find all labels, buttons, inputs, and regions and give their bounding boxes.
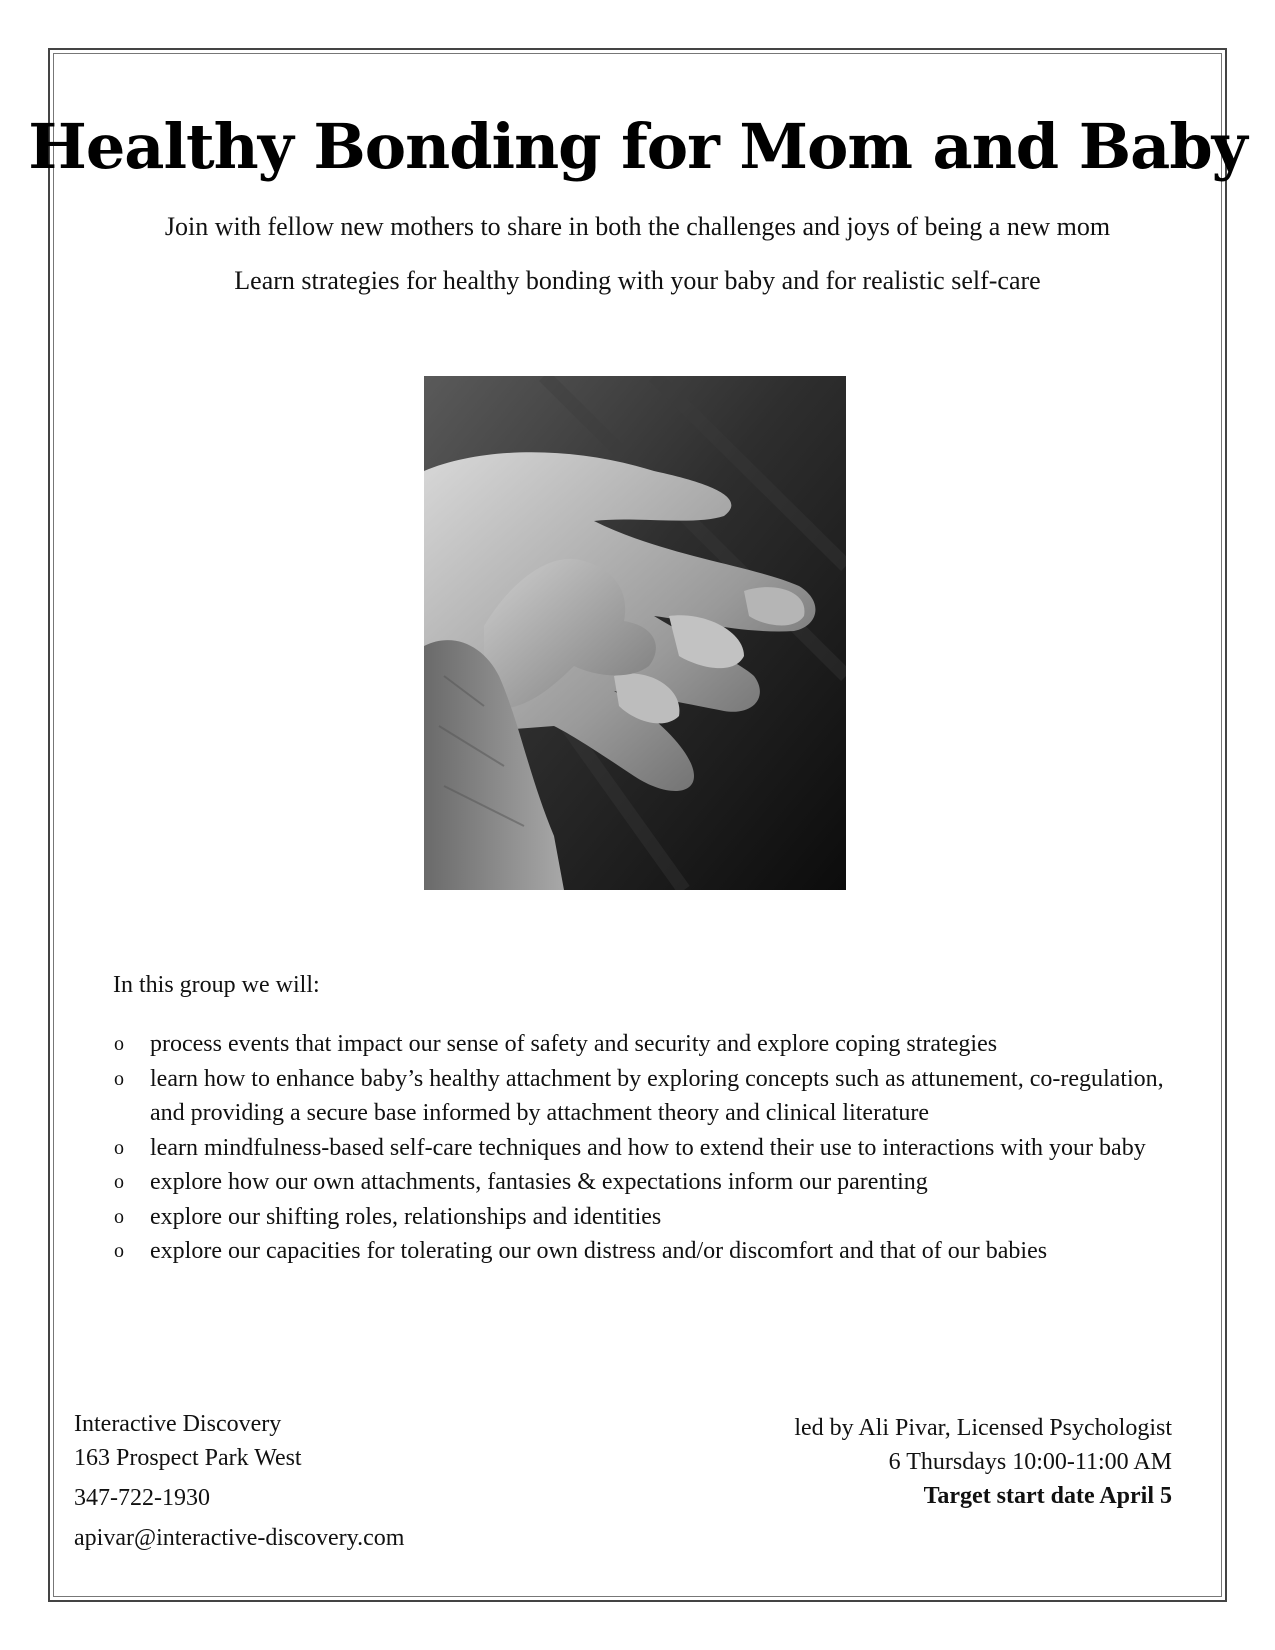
email-address: apivar@interactive-discovery.com [74,1525,405,1551]
list-item: o explore how our own attachments, fantasies & expectations inform our parenting [110,1165,1200,1200]
list-item: o learn mindfulness-based self-care techniques and how to extend their use to interactions with your baby [110,1131,1200,1166]
list-item: o explore our shifting roles, relationships and identities [110,1200,1200,1235]
phone-number: 347-722-1930 [74,1485,210,1511]
bullet-icon: o [114,1240,124,1262]
details-block [794,1411,1172,1513]
schedule-line: 6 Thursdays 10:00-11:00 AM [888,1449,1172,1475]
bullet-icon: o [114,1171,124,1193]
bullet-icon: o [114,1136,124,1159]
bullet-icon: o [114,1067,124,1090]
bullet-icon: o [114,1205,124,1228]
list-item: o process events that impact our sense of safety and security and explore coping strategies [110,1027,1200,1062]
activity-list [110,1027,1200,1269]
group-intro: In this group we will: [113,972,320,998]
list-item: o learn how to enhance baby’s healthy attachment by exploring concepts such as attunement, co-regulation, and providing a secure base informed by attachment theory and clinical literature [110,1062,1200,1131]
org-name: Interactive Discovery [74,1411,282,1437]
leader-line: led by Ali Pivar, Licensed Psychologist [794,1415,1172,1441]
address: 163 Prospect Park West [74,1445,302,1471]
baby-hand-photo [424,376,846,890]
subtitle-learn: Learn strategies for healthy bonding with your baby and for realistic self-care [234,266,1041,295]
flyer-title: Healthy Bonding for Mom and Baby [28,110,1247,183]
start-date-line: Target start date April 5 [923,1483,1172,1509]
bullet-icon: o [114,1033,124,1055]
subtitle-join: Join with fellow new mothers to share in both the challenges and joys of being a new mom [164,212,1111,241]
list-item: o explore our capacities for tolerating our own distress and/or discomfort and that of our babies [110,1234,1200,1269]
